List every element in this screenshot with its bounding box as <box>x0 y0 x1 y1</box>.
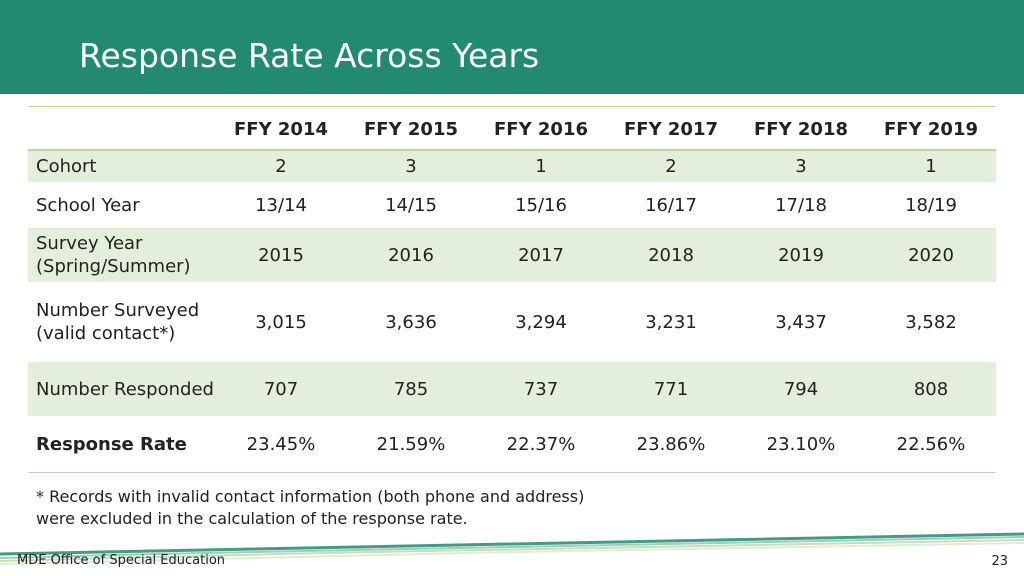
table-cell: 3,582 <box>905 311 957 333</box>
table-row-school-year <box>28 182 996 228</box>
table-cell: 23.86% <box>636 433 706 455</box>
table-cell: 21.59% <box>376 433 446 455</box>
table-cell: 785 <box>393 378 429 400</box>
table-cell: 2019 <box>778 244 824 266</box>
header-cell-ffy-2017: FFY 2017 <box>624 118 718 140</box>
header-cell-ffy-2016: FFY 2016 <box>494 118 588 140</box>
table-row-cohort <box>28 150 996 182</box>
table-cell: 17/18 <box>775 194 827 216</box>
table-cell: 1 <box>925 156 937 177</box>
response-rate-table <box>28 106 996 473</box>
row-label: Number Surveyed (valid contact*) <box>36 300 200 344</box>
header-cell-ffy-2018: FFY 2018 <box>754 118 848 140</box>
table-row-response-rate <box>28 416 996 473</box>
table-cell: 3 <box>405 156 417 177</box>
table-cell: 15/16 <box>515 194 567 216</box>
row-label: School Year <box>36 194 140 216</box>
decorative-swoosh <box>0 528 1024 576</box>
table-cell: 3 <box>795 156 807 177</box>
table-cell: 808 <box>913 378 949 400</box>
header-cell-ffy-2019: FFY 2019 <box>884 118 978 140</box>
table-cell: 771 <box>653 378 689 400</box>
table-cell: 2 <box>665 156 677 177</box>
table-cell: 2018 <box>648 244 694 266</box>
table-cell: 23.10% <box>766 433 836 455</box>
table-cell: 707 <box>263 378 299 400</box>
row-label: Number Responded <box>36 378 214 400</box>
row-label: Survey Year (Spring/Summer) <box>36 233 191 277</box>
table-cell: 3,015 <box>255 311 307 333</box>
table-cell: 2020 <box>908 244 954 266</box>
page-number: 23 <box>991 554 1008 569</box>
page-title: Response Rate Across Years <box>79 36 540 75</box>
table-cell: 2017 <box>518 244 564 266</box>
table-cell: 2015 <box>258 244 304 266</box>
table-row-number-surveyed <box>28 282 996 362</box>
table-cell: 3,231 <box>645 311 697 333</box>
table-cell: 22.56% <box>896 433 966 455</box>
table-row-number-responded <box>28 362 996 416</box>
header-cell-ffy-2014: FFY 2014 <box>234 118 328 140</box>
row-label: Cohort <box>36 156 97 177</box>
table-cell: 13/14 <box>255 194 307 216</box>
table-cell: 3,636 <box>385 311 437 333</box>
header-cell-ffy-2015: FFY 2015 <box>364 118 458 140</box>
header-cell-empty <box>28 107 216 151</box>
table-cell: 1 <box>535 156 547 177</box>
footnote: * Records with invalid contact information (both phone and address) were excluded in the calculation of the response rate. <box>36 487 585 528</box>
row-label: Response Rate <box>36 433 187 455</box>
table-cell: 14/15 <box>385 194 437 216</box>
table-cell: 18/19 <box>905 194 957 216</box>
table-cell: 737 <box>523 378 559 400</box>
table-cell: 16/17 <box>645 194 697 216</box>
table-cell: 22.37% <box>506 433 576 455</box>
table-cell: 2016 <box>388 244 434 266</box>
table-cell: 794 <box>783 378 819 400</box>
table-cell: 2 <box>275 156 287 177</box>
title-bar <box>0 0 1024 94</box>
table-cell: 23.45% <box>246 433 316 455</box>
table-cell: 3,437 <box>775 311 827 333</box>
table-header-row <box>28 107 996 151</box>
response-rate-table-container <box>28 106 996 473</box>
footer-organization: MDE Office of Special Education <box>17 553 226 568</box>
table-row-survey-year <box>28 228 996 282</box>
table-cell: 3,294 <box>515 311 567 333</box>
